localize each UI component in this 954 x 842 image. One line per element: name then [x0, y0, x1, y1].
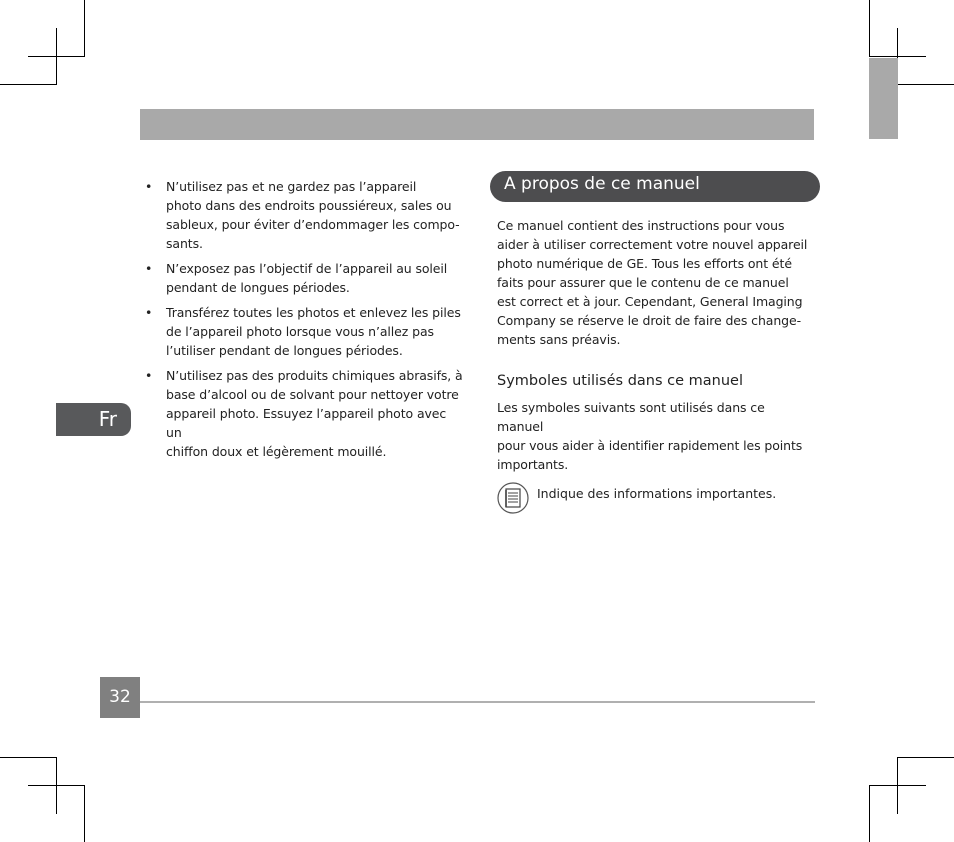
paragraph-line: Les symboles suivants sont utilisés dans ce manuel: [497, 400, 765, 434]
crop-mark: [28, 56, 85, 57]
note-description: Indique des informations importantes.: [537, 486, 777, 501]
bullet: •: [145, 305, 153, 320]
paragraph-line: pour vous aider à identifier rapidement les points: [497, 438, 803, 453]
note-icon: [497, 482, 529, 514]
crop-mark: [869, 0, 870, 57]
list-item: [145, 303, 463, 360]
footer-rule: [140, 701, 815, 703]
list-line: N’utilisez pas des produits chimiques abrasifs, à: [166, 368, 463, 383]
precautions-list: [145, 177, 463, 467]
paragraph-line: Company se réserve le droit de faire des change-: [497, 313, 801, 328]
crop-mark: [869, 785, 926, 786]
list-line: de l’appareil photo lorsque vous n’allez pas: [166, 324, 434, 339]
paragraph-line: Ce manuel contient des instructions pour vous: [497, 218, 785, 233]
side-thumb-tab: [869, 58, 898, 139]
bullet: •: [145, 368, 153, 383]
list-line: l’utiliser pendant de longues périodes.: [166, 343, 403, 358]
crop-mark: [897, 757, 954, 758]
header-bar: [140, 109, 814, 140]
language-tab: Fr: [56, 403, 131, 436]
crop-mark: [869, 56, 926, 57]
paragraph-line: importants.: [497, 457, 569, 472]
paragraph-line: photo numérique de GE. Tous les efforts ont été: [497, 256, 792, 271]
page-number: 32: [100, 677, 140, 718]
list-line: photo dans des endroits poussiéreux, sales ou: [166, 198, 452, 213]
list-line: Transférez toutes les photos et enlevez les piles: [166, 305, 461, 320]
list-line: base d’alcool ou de solvant pour nettoyer votre: [166, 387, 459, 402]
list-line: chiffon doux et légèrement mouillé.: [166, 444, 387, 459]
paragraph-line: est correct et à jour. Cependant, General Imaging: [497, 294, 803, 309]
list-item: [145, 366, 463, 461]
list-line: sants.: [166, 236, 203, 251]
crop-mark: [897, 84, 954, 85]
crop-mark: [28, 785, 85, 786]
list-line: appareil photo. Essuyez l’appareil photo avec un: [166, 406, 447, 440]
list-line: pendant de longues périodes.: [166, 280, 350, 295]
section-title: A propos de ce manuel: [490, 171, 820, 202]
list-item: [145, 259, 463, 297]
list-item: [145, 177, 463, 253]
list-line: sableux, pour éviter d’endommager les compo-: [166, 217, 460, 232]
crop-mark: [0, 84, 57, 85]
paragraph-line: ments sans préavis.: [497, 332, 621, 347]
symbols-paragraph: [497, 398, 813, 474]
paragraph-line: faits pour assurer que le contenu de ce manuel: [497, 275, 789, 290]
list-line: N’utilisez pas et ne gardez pas l’appareil: [166, 179, 417, 194]
bullet: •: [145, 261, 153, 276]
bullet: •: [145, 179, 153, 194]
list-line: N’exposez pas l’objectif de l’appareil au soleil: [166, 261, 448, 276]
symbols-heading: Symboles utilisés dans ce manuel: [497, 373, 743, 389]
intro-paragraph: [497, 216, 813, 349]
crop-mark: [84, 0, 85, 57]
crop-mark: [869, 785, 870, 842]
crop-mark: [0, 757, 57, 758]
crop-mark: [84, 785, 85, 842]
paragraph-line: aider à utiliser correctement votre nouvel appareil: [497, 237, 808, 252]
